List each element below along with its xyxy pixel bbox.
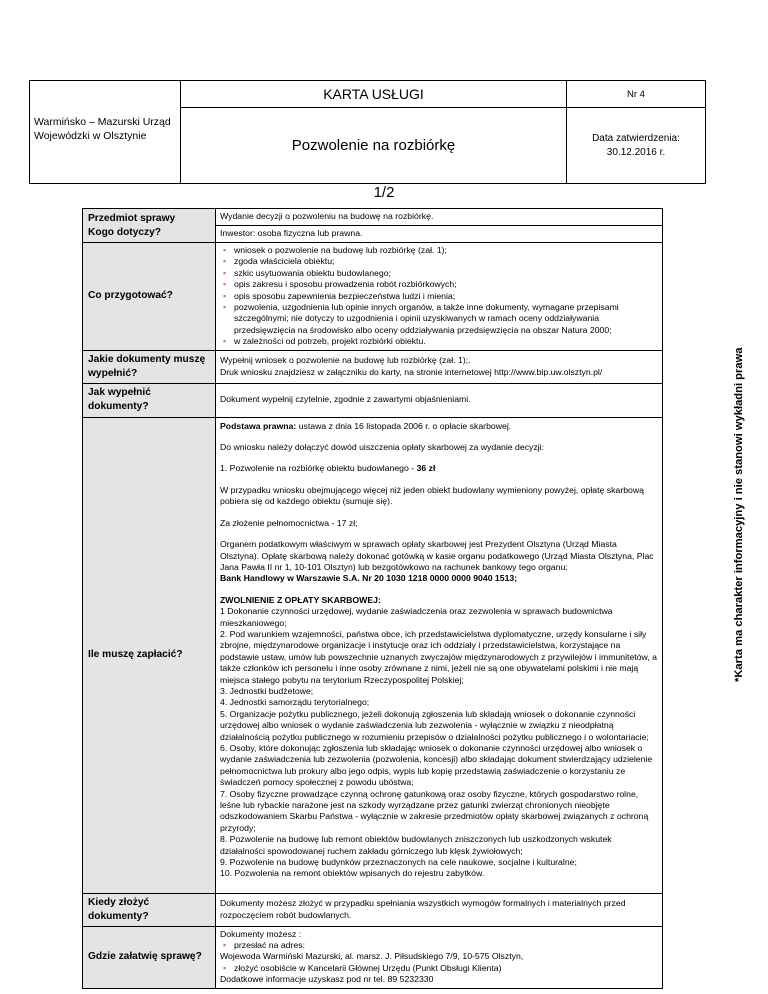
gdzie-list bbox=[220, 963, 658, 974]
jak-wypelnic: Dokument wypełnij czytelnie, zgodnie z zawartymi objaśnieniami. bbox=[216, 383, 663, 417]
wiele-obiektow: W przypadku wniosku obejmującego więcej niż jeden obiekt budowlany wymieniony powyżej, opłatę skarbową pobiera się od każdego obiektu (sumuje się). bbox=[220, 484, 644, 507]
organ-podatkowy: Organem podatkowym właściwym w sprawach opłaty skarbowej jest Prezydent Olsztyna (Urząd Miasta Olsztyna). Opłatę skarbową należy dokonać gotówką w kasie organu podatkowego (Urząd Miasta Olsztyna, Plac Jana Pawła II nr 1, 10-101 Olsztyn) lub bezgotówkowo na rachunek bankowy tego organu: bbox=[220, 539, 654, 572]
label-przedmiot-kogo bbox=[83, 209, 216, 243]
page-number: 1/2 bbox=[373, 184, 395, 201]
zwolnienie-item: 2. Pod warunkiem wzajemności, państwa obce, ich przedstawicielstwa dyplomatyczne, urzędy konsularne i siły zbrojne, międzynarodowe organizacje i instytucje oraz ich oddziały i przedstawicielstwa, korzystające na podstawie ustaw, umów lub powszechnie uznanych zwyczajów międzynarodowych z przywilejów i immunitetów, a także członków ich personelu i inne osoby zrównane z nimi, jeżeli nie są one obywatelami polskimi i nie mają miejsca stałego pobytu na terytorium Rzeczypospolitej Polskiej; bbox=[220, 628, 657, 685]
zwolnienie-item: 3. Jednostki budżetowe; bbox=[220, 685, 314, 696]
office-name: Warmińsko – Mazurski Urząd Wojewódzki w Olsztynie bbox=[30, 81, 181, 184]
label-wypelnic: Jak wypełnić dokumenty? bbox=[83, 383, 216, 417]
list-item: ▪ przesłać na adres: bbox=[220, 940, 658, 951]
zwolnienie-item: 8. Pozwolenie na budowę lub remont obiektów budowlanych zniszczonych lub uszkodzonych wskutek działalności spowodowanej ruchem zakładu górniczego lub klęsk żywiołowych; bbox=[220, 834, 612, 856]
kwota-value: 36 zł bbox=[416, 463, 436, 474]
zwolnienie-item: 10. Pozwolenia na remont obiektów wpisanych do rejestru zabytków. bbox=[220, 868, 485, 879]
podstawa-text: ustawa z dnia 16 listopada 2006 r. o opłacie skarbowej. bbox=[296, 420, 512, 431]
kiedy-zlozyc: Dokumenty możesz złożyć w przypadku spełniania wszystkich wymogów formalnych i materialnych przed rozpoczęciem robót budowlanych. bbox=[216, 893, 663, 926]
service-name: Pozwolenie na rozbiórkę bbox=[181, 108, 567, 184]
list-item: ▪ zgoda właściciela obiektu; bbox=[220, 256, 658, 267]
zwolnienie-item: 9. Pozwolenie na budowę budynków przeznaczonych na cele naukowe, socjalne i kulturalne; bbox=[220, 857, 577, 868]
podstawa-prawna bbox=[220, 421, 658, 432]
gdzie-zalatwie bbox=[216, 926, 663, 988]
list-item: ▪ wniosek o pozwolenie na budowę lub rozbiórkę (zał. 1); bbox=[220, 245, 658, 256]
zwolnienie-item: 1 Dokonanie czynności urzędowej, wydanie zaświadczenia oraz zezwolenia w sprawach budownictwa mieszkaniowego; bbox=[220, 606, 613, 628]
label-gdzie: Gdzie załatwię sprawę? bbox=[83, 926, 216, 988]
label-kiedy: Kiedy złożyć dokumenty? bbox=[83, 893, 216, 926]
card-number: Nr 4 bbox=[567, 81, 706, 108]
list-item: ▪ szkic usytuowania obiektu budowlanego; bbox=[220, 268, 658, 279]
label-kogo: Kogo dotyczy? bbox=[88, 226, 162, 238]
label-przedmiot: Przedmiot sprawy bbox=[88, 212, 176, 224]
list-item: ▪ złożyć osobiście w Kancelarii Głównej Urzędu (Punkt Obsługi Klienta) bbox=[220, 963, 658, 974]
zwolnienie-item: 4. Jednostki samorządu terytorialnego; bbox=[220, 697, 370, 708]
kwota-line bbox=[220, 463, 658, 474]
service-table bbox=[82, 208, 663, 989]
list-item: ▪ w zależności od potrzeb, projekt rozbiórki obiektu. bbox=[220, 336, 658, 347]
podstawa-label: Podstawa prawna: bbox=[220, 420, 297, 431]
wniosek-text: Wypełnij wniosek o pozwolenie na budowę lub rozbiórkę (zał. 1);. bbox=[220, 355, 471, 366]
co-przygotowac bbox=[216, 243, 663, 351]
druk-link-text: Druk wniosku znajdziesz w załączniku do karty, na stronie internetowej http://www.bip.uw.olsztyn.pl/ bbox=[220, 366, 603, 377]
list-item: ▪ pozwolenia, uzgodnienia lub opinie innych organów, a także inne dokumenty, wymagane przepisami szczególnymi; nie dotyczy to uzgodnienia i opinii uzyskiwanych w ramach oceny oddziaływania przedsięwzięcia na środowisko albo oceny oddziaływania przedsięwzięcia na obszar Natura 2000; bbox=[220, 302, 658, 336]
zwolnienie-item: 5. Organizacje pożytku publicznego, jeżeli dokonują zgłoszenia lub składają wniosek o dokonanie czynności urzędowej albo wniosek o wydanie zaświadczenia lub zezwolenia - wyłącznie w związku z nieodpłatną działalnością pożytku publicznego w rozumieniu przepisów o działalności pożytku publicznego i o wolontariacie; bbox=[220, 708, 649, 742]
list-item: ▪ opis sposobu zapewnienia bezpieczeństwa ludzi i mienia; bbox=[220, 291, 658, 302]
list-item: ▪ opis zakresu i sposobu prowadzenia robót rozbiórkowych; bbox=[220, 279, 658, 290]
side-disclaimer-text: *Karta ma charakter informacyjny i nie stanowi wykładni prawa bbox=[733, 347, 745, 682]
approval-date-value: 30.12.2016 r. bbox=[606, 146, 666, 158]
contact-phone: Dodatkowe informacje uzyskasz pod nr tel. 89 5232330 bbox=[220, 974, 434, 985]
pelnomocnictwo-fee: Za złożenie pełnomocnictwa - 17 zł; bbox=[220, 517, 358, 528]
gdzie-intro: Dokumenty możesz : bbox=[220, 928, 302, 939]
card-title: KARTA USŁUGI bbox=[181, 81, 567, 108]
dowod-oplaty: Do wniosku należy dołączyć dowód uiszczenia opłaty skarbowej za wydanie decyzji: bbox=[220, 442, 545, 453]
ile-zaplacic bbox=[216, 417, 663, 893]
gdzie-list bbox=[220, 940, 658, 951]
office-address: Wojewoda Warmiński Mazurski, al. marsz. J. Piłsudskiego 7/9, 10-575 Olsztyn, bbox=[220, 951, 524, 962]
approval-date-label: Data zatwierdzenia: bbox=[592, 132, 680, 144]
bank-account: Bank Handlowy w Warszawie S.A. Nr 20 1030 1218 0000 0000 9040 1513; bbox=[220, 573, 518, 584]
label-przygotowac: Co przygotować? bbox=[83, 243, 216, 351]
approval-date bbox=[567, 108, 706, 184]
zwolnienie-item: 6. Osoby, które dokonując zgłoszenia lub składając wniosek o dokonanie czynności urzędowej albo wniosek o wydanie zaświadczenia lub zezwolenia (pozwolenia, koncesji) albo składając dokument stwierdzający udzielenie pełnomocnictwa lub prokury albo jego odpis, wypis lub kopię przedstawią zaświadczenie o korzystaniu ze świadczeń pomocy społecznej z powodu ubóstwa; bbox=[220, 743, 653, 788]
zwolnienie-item: 7. Osoby fizyczne prowadzące czynną ochronę gatunkową oraz osoby fizyczne, których gospodarstwo rolne, leśne lub rybackie narażone jest na szkody wyrządzane przez gatunki zwierząt chronionych nieobjęte odszkodowaniem Skarbu Państwa - wyłącznie w zakresie przedmiotów opłaty skarbowej związanych z ochroną przyrody; bbox=[220, 788, 649, 833]
kogo-dotyczy: Inwestor: osoba fizyczna lub prawna. bbox=[216, 226, 663, 243]
label-dokumenty: Jakie dokumenty muszę wypełnić? bbox=[83, 350, 216, 383]
jakie-dokumenty bbox=[216, 350, 663, 383]
przedmiot-sprawy: Wydanie decyzji o pozwoleniu na budowę na rozbiórkę. bbox=[216, 209, 663, 226]
label-zaplacic: Ile muszę zapłacić? bbox=[83, 417, 216, 893]
zwolnienia-title: ZWOLNIENIE Z OPŁATY SKARBOWEJ: bbox=[220, 594, 381, 605]
header-table bbox=[29, 80, 706, 184]
kwota-text: 1. Pozwolenie na rozbiórkę obiektu budowlanego - bbox=[220, 463, 417, 474]
document-list bbox=[220, 245, 658, 348]
